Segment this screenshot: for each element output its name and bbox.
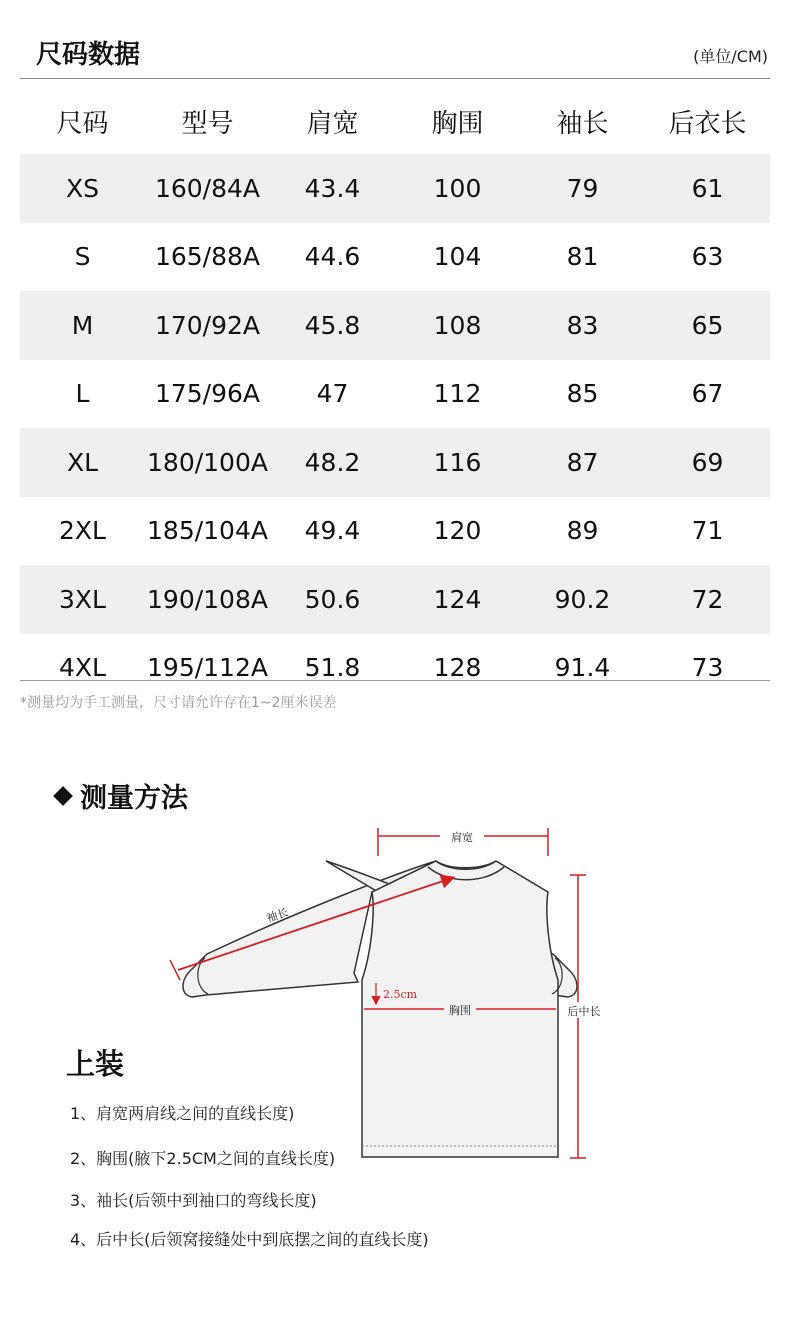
col-header-shoulder: 肩宽 xyxy=(306,108,359,139)
col-header-length: 后衣长 xyxy=(668,108,747,139)
cell-length: 71 xyxy=(691,516,724,546)
cell-length: 63 xyxy=(691,242,724,272)
cell-shoulder: 50.6 xyxy=(270,565,395,634)
cell-shoulder: 49.4 xyxy=(304,516,361,546)
cell-chest: 116 xyxy=(395,428,520,497)
cell-model: 175/96A xyxy=(154,379,261,409)
col-header-chest: 胸围 xyxy=(431,108,484,139)
cell-shoulder: 51.8 xyxy=(304,653,361,683)
cell-length: 67 xyxy=(691,379,724,409)
cell-length: 61 xyxy=(645,154,770,223)
instruction-sleeve: 3、袖长(后领中到袖口的弯线长度) xyxy=(70,1191,317,1210)
cell-sleeve: 89 xyxy=(566,516,599,546)
cell-chest: 128 xyxy=(433,653,482,683)
unit-label: (单位/CM) xyxy=(693,47,768,66)
cell-size: XS xyxy=(20,154,145,223)
method-title-text: 测量方法 xyxy=(80,783,188,814)
cell-shoulder: 43.4 xyxy=(270,154,395,223)
cell-size: S xyxy=(74,242,91,272)
cell-size: 4XL xyxy=(59,653,106,683)
cell-chest: 120 xyxy=(433,516,482,546)
cell-model: 180/100A xyxy=(145,428,270,497)
cell-size: 2XL xyxy=(59,516,106,546)
instruction-chest: 2、胸围(腋下2.5CM之间的直线长度) xyxy=(70,1149,336,1168)
col-header-sleeve: 袖长 xyxy=(556,108,609,139)
cell-chest: 100 xyxy=(395,154,520,223)
cell-size: L xyxy=(75,379,90,409)
cell-shoulder: 47 xyxy=(316,379,349,409)
cell-chest: 124 xyxy=(395,565,520,634)
top-garment-subtitle: 上装 xyxy=(66,1047,125,1081)
cell-model: 170/92A xyxy=(145,291,270,360)
cell-model: 190/108A xyxy=(145,565,270,634)
sleeve-label: 袖长 xyxy=(264,905,290,925)
col-header-model: 型号 xyxy=(181,108,234,139)
size-data-header xyxy=(20,24,770,79)
col-header-size: 尺码 xyxy=(56,108,109,139)
table-row xyxy=(20,291,770,360)
size-data-title: 尺码数据 xyxy=(36,40,141,70)
table-header-row xyxy=(20,88,770,154)
diamond-bullet-icon xyxy=(53,786,73,806)
table-divider xyxy=(20,680,770,681)
chest-label: 胸围 xyxy=(449,1004,471,1017)
cell-length: 72 xyxy=(645,565,770,634)
cell-sleeve: 85 xyxy=(566,379,599,409)
table-row xyxy=(20,360,770,429)
cell-chest: 104 xyxy=(433,242,482,272)
cell-sleeve: 83 xyxy=(520,291,645,360)
back-length-label: 后中长 xyxy=(567,1005,601,1018)
cell-chest: 112 xyxy=(433,379,482,409)
table-row xyxy=(20,223,770,292)
cell-sleeve: 81 xyxy=(566,242,599,272)
measurement-note: *测量均为手工测量，尺寸请允许存在1~2厘米误差 xyxy=(20,695,337,711)
cell-sleeve: 79 xyxy=(520,154,645,223)
size-table xyxy=(20,88,770,702)
shoulder-label: 肩宽 xyxy=(451,831,473,844)
instruction-shoulder: 1、肩宽两肩线之间的直线长度) xyxy=(70,1104,295,1123)
cell-shoulder: 48.2 xyxy=(270,428,395,497)
table-row xyxy=(20,497,770,566)
cell-sleeve: 87 xyxy=(520,428,645,497)
cell-length: 69 xyxy=(645,428,770,497)
cell-model: 195/112A xyxy=(147,653,268,683)
cell-chest: 108 xyxy=(395,291,520,360)
table-row xyxy=(20,428,770,497)
cell-model: 185/104A xyxy=(147,516,268,546)
cell-size: M xyxy=(20,291,145,360)
cell-shoulder: 45.8 xyxy=(270,291,395,360)
cell-shoulder: 44.6 xyxy=(304,242,361,272)
table-row xyxy=(20,565,770,634)
instruction-back-length: 4、后中长(后领窝接缝处中到底摆之间的直线长度) xyxy=(70,1230,429,1249)
cell-model: 165/88A xyxy=(154,242,261,272)
cell-sleeve: 90.2 xyxy=(520,565,645,634)
cell-model: 160/84A xyxy=(145,154,270,223)
armpit-offset-label: 2.5cm xyxy=(383,988,418,1001)
cell-length: 65 xyxy=(645,291,770,360)
cell-size: 3XL xyxy=(20,565,145,634)
cell-sleeve: 91.4 xyxy=(554,653,611,683)
method-title xyxy=(56,776,188,815)
table-row xyxy=(20,154,770,223)
cell-length: 73 xyxy=(691,653,724,683)
cell-size: XL xyxy=(20,428,145,497)
